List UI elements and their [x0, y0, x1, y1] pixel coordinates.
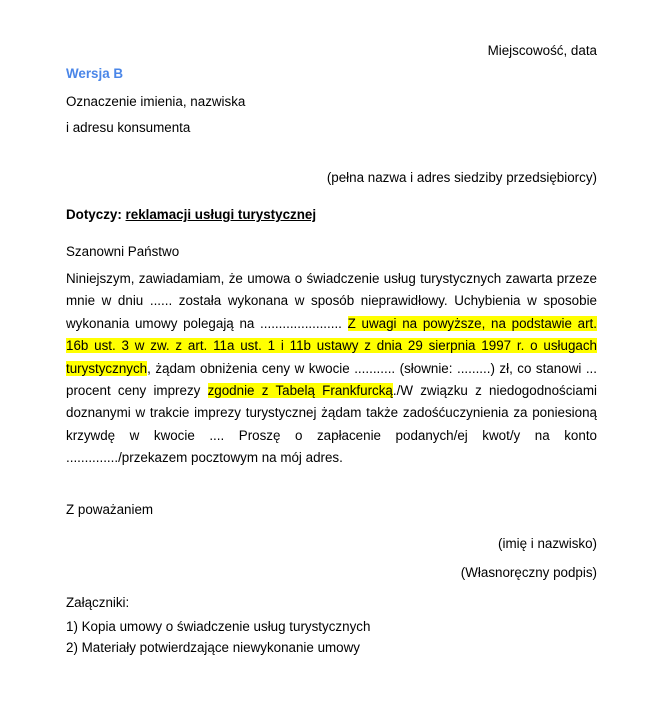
valediction-line: Z poważaniem	[66, 501, 154, 517]
signature-name-line: (imię i nazwisko)	[498, 535, 597, 551]
signature-note-line: (Własnoręczny podpis)	[460, 564, 597, 580]
body-segment: , żądam obniżenia ceny w kwocie ........... (słownie: .........) zł, co stanowi ... procent ceny imprezy	[66, 360, 597, 399]
attachment-item: 2) Materiały potwierdzające niewykonanie umowy	[66, 639, 360, 655]
company-placeholder-line: (pełna nazwa i adres siedziby przedsiębiorcy)	[326, 170, 597, 185]
version-label: Wersja B	[66, 66, 124, 81]
subject-topic: reklamacji usługi turystycznej	[125, 207, 317, 222]
body-segment: Niniejszym, zawiadamiam, że umowa o świadczenie usług turystycznych zawarta przeze mnie w dniu ...... została wykonana w sposób nieprawidłowy. Uchybienia w sposobie wykonania umowy polegają na ......................	[66, 271, 597, 331]
attachments-label: Załączniki:	[66, 594, 130, 610]
subject-line	[66, 208, 597, 222]
body-segment-highlighted: Z uwagi na powyższe, na podstawie art. 16b ust. 3 w zw. z art. 11a ust. 1 i 11b ustawy z dnia 29 sierpnia 1997 r. o usługach turystycznych	[66, 315, 598, 376]
attachment-item: 1) Kopia umowy o świadczenie usług turystycznych	[66, 618, 371, 634]
body-paragraph	[66, 268, 597, 470]
place-date-line: Miejscowość, data	[487, 43, 597, 58]
consumer-address-line: i adresu konsumenta	[66, 120, 191, 135]
subject-prefix: Dotyczy:	[66, 207, 126, 222]
salutation-line: Szanowni Państwo	[66, 244, 180, 259]
body-segment-highlighted: zgodnie z Tabelą Frankfurcką	[207, 383, 393, 399]
consumer-name-line: Oznaczenie imienia, nazwiska	[66, 94, 246, 109]
body-segment: ./W związku z niedogodnościami doznanymi w trakcie imprezy turystycznej żądam także zadośćuczynienia za poniesioną krzywdę w kwocie .... Proszę o zapłacenie podanych/ej kwot/y na konto ............../przekazem pocztowym na mój adres.	[66, 383, 597, 466]
